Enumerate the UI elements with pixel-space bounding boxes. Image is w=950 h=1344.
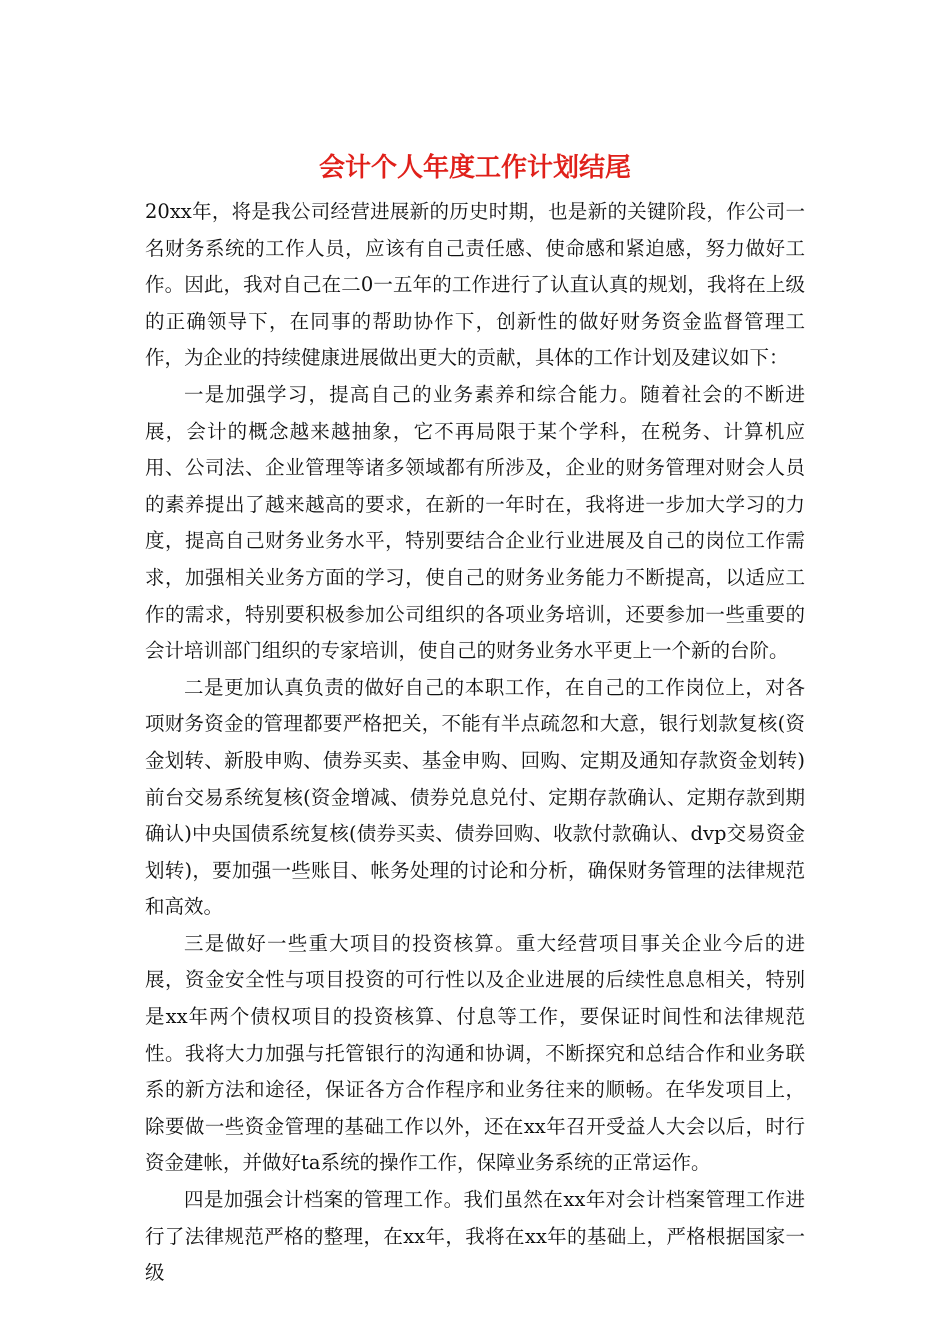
paragraph-projects: 三是做好一些重大项目的投资核算。重大经营项目事关企业今后的进展，资金安全性与项目投资的可行性以及企业进展的后续性息息相关，特别是xx年两个债权项目的投资核算、付息等工作，要保证时间性和法律规范性。我将大力加强与托管银行的沟通和协调，不断探究和总结合作和业务联系的新方法和途径，保证各方合作程序和业务往来的顺畅。在华发项目上，除要做一些资金管理的基础工作以外，还在xx年召开受益人大会以后，时行资金建帐，并做好ta系统的操作工作，保障业务系统的正常运作。	[145, 931, 805, 1175]
paragraph-study: 一是加强学习，提高自己的业务素养和综合能力。随着社会的不断进展，会计的概念越来越抽象，它不再局限于某个学科，在税务、计算机应用、公司法、企业管理等诸多领域都有所涉及，企业的财务管理对财会人员的素养提出了越来越高的要求，在新的一年时在，我将进一步加大学习的力度，提高自己财务业务水平，特别要结合企业行业进展及自己的岗位工作需求，加强相关业务方面的学习，使自己的财务业务能力不断提高，以适应工作的需求，特别要积极参加公司组织的各项业务培训，还要参加一些重要的会计培训部门组织的专家培训，使自己的财务业务水平更上一个新的台阶。	[145, 382, 805, 663]
paragraph-intro: 20xx年，将是我公司经营进展新的历史时期，也是新的关键阶段，作公司一名财务系统的工作人员，应该有自己责任感、使命感和紧迫感，努力做好工作。因此，我对自己在二0一五年的工作进行了认直认真的规划，我将在上级的正确领导下，在同事的帮助协作下，创新性的做好财务资金监督管理工作，为企业的持续健康进展做出更大的贡献，具体的工作计划及建议如下：	[145, 200, 805, 370]
document-body	[145, 194, 805, 1292]
paragraph-archives: 四是加强会计档案的管理工作。我们虽然在xx年对会计档案管理工作进行了法律规范严格的整理，在xx年，我将在xx年的基础上，严格根据国家一级	[145, 1188, 805, 1285]
paragraph-duties: 二是更加认真负责的做好自己的本职工作，在自己的工作岗位上，对各项财务资金的管理都要严格把关，不能有半点疏忽和大意，银行划款复核(资金划转、新股申购、债券买卖、基金申购、回购、定期及通知存款资金划转)前台交易系统复核(资金增减、债券兑息兑付、定期存款确认、定期存款到期确认)中央国债系统复核(债券买卖、债券回购、收款付款确认、dvp交易资金划转)，要加强一些账目、帐务处理的讨论和分析，确保财务管理的法律规范和高效。	[145, 675, 805, 919]
document-title: 会计个人年度工作计划结尾	[318, 153, 631, 183]
